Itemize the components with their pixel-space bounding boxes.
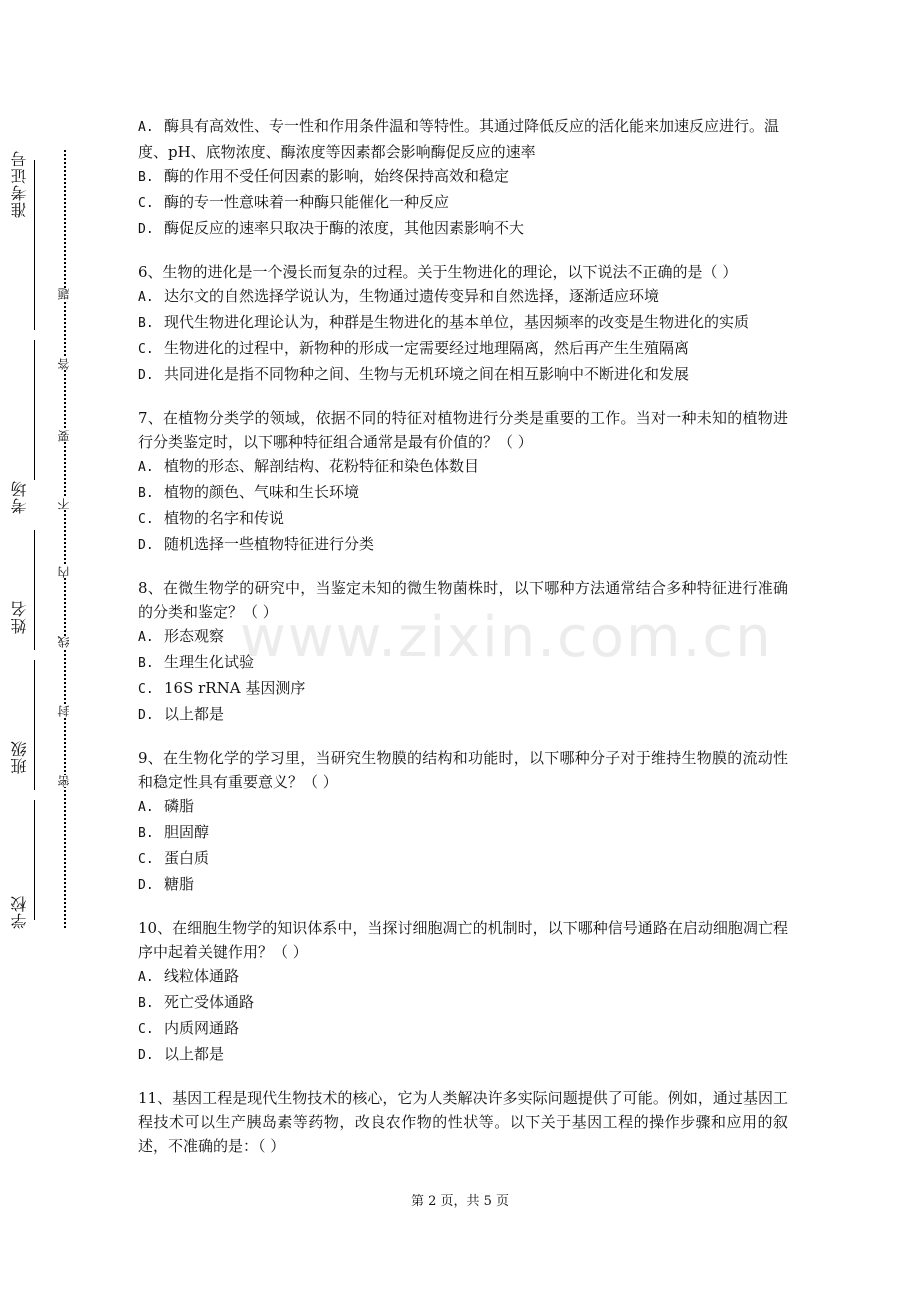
side-field-label: 学校 (10, 895, 29, 929)
question-stem: 8、在微生物学的研究中，当鉴定未知的微生物菌株时，以下哪种方法通常结合多种特征进行准确的分类和鉴定？（ ） (138, 579, 788, 621)
option: A. 酶具有高效性、专一性和作用条件温和等特性。其通过降低反应的活化能来加速反应进行。温度、pH、底物浓度、酶浓度等因素都会影响酶促反应的速率 (138, 117, 780, 161)
option: B. 现代生物进化理论认为，种群是生物进化的基本单位，基因频率的改变是生物进化的实质 (138, 313, 750, 331)
field-underline (34, 340, 35, 480)
side-field-school (8, 895, 48, 929)
side-field-label: 姓名 (10, 600, 29, 634)
side-field-class (8, 740, 48, 774)
page-footer: 第 2 页，共 5 页 (410, 1194, 510, 1209)
field-underline (34, 530, 35, 650)
option: D. 酶促反应的速率只取决于酶的浓度，其他因素影响不大 (138, 219, 525, 237)
option: D. 共同进化是指不同物种之间、生物与无机环境之间在相互影响中不断进化和发展 (138, 365, 690, 383)
question-5-options (138, 114, 788, 242)
option: A. 达尔文的自然选择学说认为，生物通过遗传变异和自然选择，逐渐适应环境 (138, 287, 660, 305)
question-10 (138, 916, 788, 1068)
option: A. 形态观察 (138, 627, 225, 645)
option: A. 磷脂 (138, 797, 195, 815)
option: C. 酶的专一性意味着一种酶只能催化一种反应 (138, 193, 450, 211)
question-6 (138, 260, 788, 388)
option: C. 16S rRNA 基因测序 (138, 679, 306, 697)
option: D. 糖脂 (138, 875, 195, 893)
option: C. 生物进化的过程中，新物种的形成一定需要经过地理隔离，然后再产生生殖隔离 (138, 339, 690, 357)
seal-word: 内 (57, 566, 71, 578)
option: A. 植物的形态、解剖结构、花粉特征和染色体数目 (138, 457, 480, 475)
question-7 (138, 406, 788, 558)
option: D. 随机选择一些植物特征进行分类 (138, 535, 375, 553)
option: B. 生理生化试验 (138, 653, 255, 671)
binding-margin (8, 150, 48, 950)
option: C. 蛋白质 (138, 849, 210, 867)
option: A. 线粒体通路 (138, 967, 240, 985)
seal-word: 题 (57, 288, 71, 300)
seal-word: 线 (57, 636, 71, 648)
seal-word: 封 (57, 705, 71, 717)
question-stem: 11、基因工程是现代生物技术的核心，它为人类解决许多实际问题提供了可能。例如，通过基因工程技术可以生产胰岛素等药物，改良农作物的性状等。以下关于基因工程的操作步骤和应用的叙述，不准确的是：（ ） (138, 1089, 788, 1155)
field-underline (34, 800, 35, 920)
option: D. 以上都是 (138, 1045, 225, 1063)
option: B. 酶的作用不受任何因素的影响，始终保持高效和稳定 (138, 167, 510, 185)
option: B. 植物的颜色、气味和生长环境 (138, 483, 360, 501)
seal-word: 密 (57, 775, 71, 787)
question-content (138, 114, 788, 1176)
option: C. 内质网通路 (138, 1019, 240, 1037)
side-field-label: 考场 (10, 480, 29, 514)
field-underline (34, 660, 35, 790)
question-stem: 9、在生物化学的学习里，当研究生物膜的结构和功能时，以下哪种分子对于维持生物膜的流动性和稳定性具有重要意义？（ ） (138, 749, 788, 791)
side-field-label: 班级 (10, 740, 29, 774)
side-field-exam-id (8, 150, 48, 218)
option: B. 死亡受体通路 (138, 993, 255, 1011)
seal-dotted-line (64, 150, 66, 928)
seal-word: 答 (57, 358, 71, 370)
question-11 (138, 1086, 788, 1158)
option: D. 以上都是 (138, 705, 225, 723)
seal-word: 要 (57, 430, 71, 442)
option: B. 胆固醇 (138, 823, 210, 841)
question-8 (138, 576, 788, 728)
watermark: www.zixin.com.cn (240, 605, 773, 670)
side-field-label: 准考证号 (10, 150, 29, 218)
seal-word: 不 (57, 498, 71, 510)
question-stem: 7、在植物分类学的领域，依据不同的特征对植物进行分类是重要的工作。当对一种未知的植物进行分类鉴定时，以下哪种特征组合通常是最有价值的？（ ） (138, 409, 788, 451)
side-field-exam-room (8, 480, 48, 514)
question-stem: 6、生物的进化是一个漫长而复杂的过程。关于生物进化的理论，以下说法不正确的是（ ） (138, 263, 738, 281)
side-field-name (8, 600, 48, 634)
field-underline (34, 160, 35, 330)
question-9 (138, 746, 788, 898)
option: C. 植物的名字和传说 (138, 509, 285, 527)
question-stem: 10、在细胞生物学的知识体系中，当探讨细胞凋亡的机制时，以下哪种信号通路在启动细胞凋亡程序中起着关键作用？（ ） (138, 919, 788, 961)
